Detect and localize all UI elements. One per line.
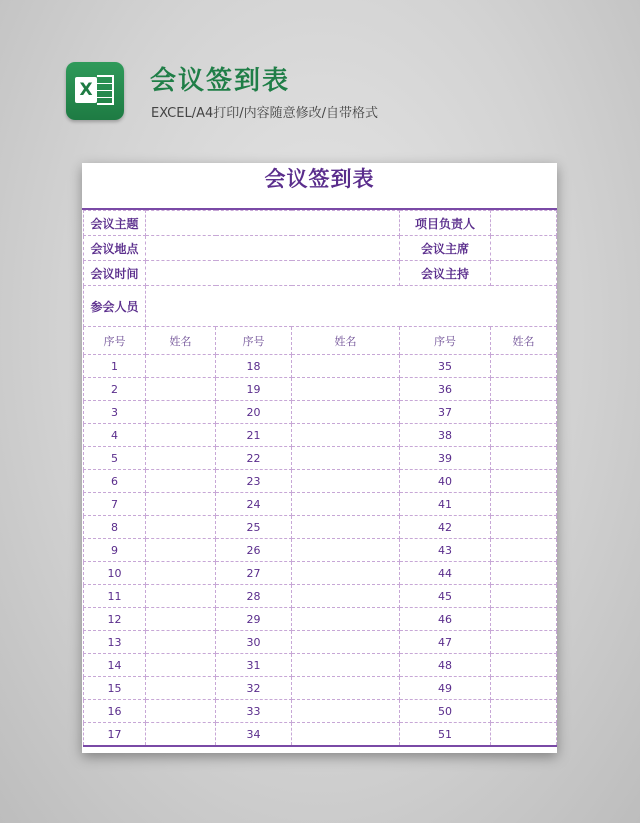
info-row-location (84, 236, 557, 261)
name-cell[interactable] (146, 562, 216, 585)
seq-cell: 44 (400, 562, 491, 585)
name-cell[interactable] (146, 424, 216, 447)
seq-cell: 9 (84, 539, 146, 562)
name-cell[interactable] (292, 493, 400, 516)
label-location: 会议地点 (84, 236, 146, 261)
name-cell[interactable] (491, 723, 557, 747)
col-header-name: 姓名 (146, 327, 216, 355)
seq-cell: 12 (84, 608, 146, 631)
col-header-seq: 序号 (216, 327, 292, 355)
seq-cell: 41 (400, 493, 491, 516)
name-cell[interactable] (146, 378, 216, 401)
seq-cell: 24 (216, 493, 292, 516)
seq-cell: 20 (216, 401, 292, 424)
name-cell[interactable] (491, 470, 557, 493)
seq-cell: 36 (400, 378, 491, 401)
name-cell[interactable] (292, 608, 400, 631)
seq-cell: 26 (216, 539, 292, 562)
label-chair: 会议主席 (400, 236, 491, 261)
table-row (84, 355, 557, 378)
table-row (84, 493, 557, 516)
seq-cell: 31 (216, 654, 292, 677)
seq-cell: 32 (216, 677, 292, 700)
seq-cell: 38 (400, 424, 491, 447)
name-cell[interactable] (292, 631, 400, 654)
name-cell[interactable] (146, 723, 216, 747)
name-cell[interactable] (292, 424, 400, 447)
seq-cell: 50 (400, 700, 491, 723)
seq-cell: 33 (216, 700, 292, 723)
name-cell[interactable] (292, 585, 400, 608)
seq-cell: 15 (84, 677, 146, 700)
name-cell[interactable] (292, 470, 400, 493)
name-cell[interactable] (146, 470, 216, 493)
seq-cell: 8 (84, 516, 146, 539)
name-cell[interactable] (292, 355, 400, 378)
seq-cell: 39 (400, 447, 491, 470)
seq-cell: 28 (216, 585, 292, 608)
name-cell[interactable] (146, 447, 216, 470)
seq-cell: 30 (216, 631, 292, 654)
host-value-cell[interactable] (491, 261, 557, 286)
seq-cell: 42 (400, 516, 491, 539)
label-host: 会议主持 (400, 261, 491, 286)
name-cell[interactable] (491, 493, 557, 516)
label-topic: 会议主题 (84, 211, 146, 236)
name-cell[interactable] (146, 516, 216, 539)
name-cell[interactable] (292, 723, 400, 747)
name-cell[interactable] (146, 539, 216, 562)
table-row (84, 516, 557, 539)
label-time: 会议时间 (84, 261, 146, 286)
seq-cell: 7 (84, 493, 146, 516)
seq-cell: 13 (84, 631, 146, 654)
name-cell[interactable] (146, 585, 216, 608)
name-cell[interactable] (491, 516, 557, 539)
name-cell[interactable] (292, 401, 400, 424)
name-cell[interactable] (146, 654, 216, 677)
seq-cell: 46 (400, 608, 491, 631)
name-cell[interactable] (491, 562, 557, 585)
table-row (84, 654, 557, 677)
seq-cell: 35 (400, 355, 491, 378)
table-row (84, 562, 557, 585)
name-cell[interactable] (491, 700, 557, 723)
name-cell[interactable] (292, 516, 400, 539)
time-value-cell[interactable] (146, 261, 400, 286)
seq-cell: 27 (216, 562, 292, 585)
name-cell[interactable] (146, 493, 216, 516)
excel-grid-icon (97, 75, 114, 105)
name-cell[interactable] (292, 654, 400, 677)
table-row (84, 401, 557, 424)
attendees-value-cell[interactable] (146, 286, 557, 327)
seq-cell: 19 (216, 378, 292, 401)
seq-cell: 22 (216, 447, 292, 470)
seq-cell: 6 (84, 470, 146, 493)
sheet-title: 会议签到表 (82, 163, 557, 210)
seq-cell: 17 (84, 723, 146, 747)
seq-cell: 16 (84, 700, 146, 723)
name-cell[interactable] (146, 355, 216, 378)
name-cell[interactable] (491, 378, 557, 401)
seq-cell: 2 (84, 378, 146, 401)
topic-value-cell[interactable] (146, 211, 400, 236)
project-lead-value-cell[interactable] (491, 211, 557, 236)
seq-cell: 23 (216, 470, 292, 493)
table-row (84, 608, 557, 631)
table-row (84, 585, 557, 608)
info-row-topic (84, 211, 557, 236)
info-row-attendees (84, 286, 557, 327)
name-cell[interactable] (146, 608, 216, 631)
seq-cell: 43 (400, 539, 491, 562)
name-cell[interactable] (146, 401, 216, 424)
name-cell[interactable] (491, 447, 557, 470)
table-row (84, 378, 557, 401)
seq-cell: 37 (400, 401, 491, 424)
name-cell[interactable] (491, 654, 557, 677)
seq-cell: 3 (84, 401, 146, 424)
name-cell[interactable] (146, 631, 216, 654)
table-row (84, 470, 557, 493)
table-row (84, 447, 557, 470)
name-cell[interactable] (491, 608, 557, 631)
name-cell[interactable] (292, 447, 400, 470)
seq-cell: 45 (400, 585, 491, 608)
name-cell[interactable] (146, 677, 216, 700)
location-value-cell[interactable] (146, 236, 400, 261)
seq-cell: 34 (216, 723, 292, 747)
name-cell[interactable] (292, 700, 400, 723)
label-project-lead: 项目负责人 (400, 211, 491, 236)
column-header-row (84, 327, 557, 355)
seq-cell: 29 (216, 608, 292, 631)
name-cell[interactable] (491, 424, 557, 447)
name-cell[interactable] (491, 677, 557, 700)
seq-cell: 1 (84, 355, 146, 378)
name-cell[interactable] (491, 401, 557, 424)
name-cell[interactable] (491, 539, 557, 562)
name-cell[interactable] (292, 539, 400, 562)
name-cell[interactable] (292, 562, 400, 585)
name-cell[interactable] (491, 585, 557, 608)
seq-cell: 14 (84, 654, 146, 677)
excel-icon (66, 62, 124, 120)
table-row (84, 677, 557, 700)
col-header-name: 姓名 (491, 327, 557, 355)
seq-cell: 40 (400, 470, 491, 493)
name-cell[interactable] (491, 355, 557, 378)
label-attendees: 参会人员 (84, 286, 146, 327)
name-cell[interactable] (292, 677, 400, 700)
chair-value-cell[interactable] (491, 236, 557, 261)
table-row (84, 700, 557, 723)
table-row (84, 723, 557, 747)
seq-cell: 25 (216, 516, 292, 539)
page-title: 会议签到表 (150, 66, 291, 96)
col-header-seq: 序号 (400, 327, 491, 355)
page-subtitle: EXCEL/A4打印/内容随意修改/自带格式 (151, 106, 379, 121)
seq-cell: 5 (84, 447, 146, 470)
seq-cell: 11 (84, 585, 146, 608)
table-row (84, 424, 557, 447)
col-header-name: 姓名 (292, 327, 400, 355)
table-row (84, 539, 557, 562)
col-header-seq: 序号 (84, 327, 146, 355)
seq-cell: 49 (400, 677, 491, 700)
info-row-time (84, 261, 557, 286)
seq-cell: 4 (84, 424, 146, 447)
name-cell[interactable] (292, 378, 400, 401)
name-cell[interactable] (491, 631, 557, 654)
seq-cell: 48 (400, 654, 491, 677)
seq-cell: 21 (216, 424, 292, 447)
seq-cell: 47 (400, 631, 491, 654)
table-row (84, 631, 557, 654)
seq-cell: 51 (400, 723, 491, 747)
sign-in-sheet (82, 163, 557, 753)
sign-in-table (83, 210, 557, 747)
seq-cell: 10 (84, 562, 146, 585)
name-cell[interactable] (146, 700, 216, 723)
excel-x-letter: X (75, 77, 97, 103)
seq-cell: 18 (216, 355, 292, 378)
